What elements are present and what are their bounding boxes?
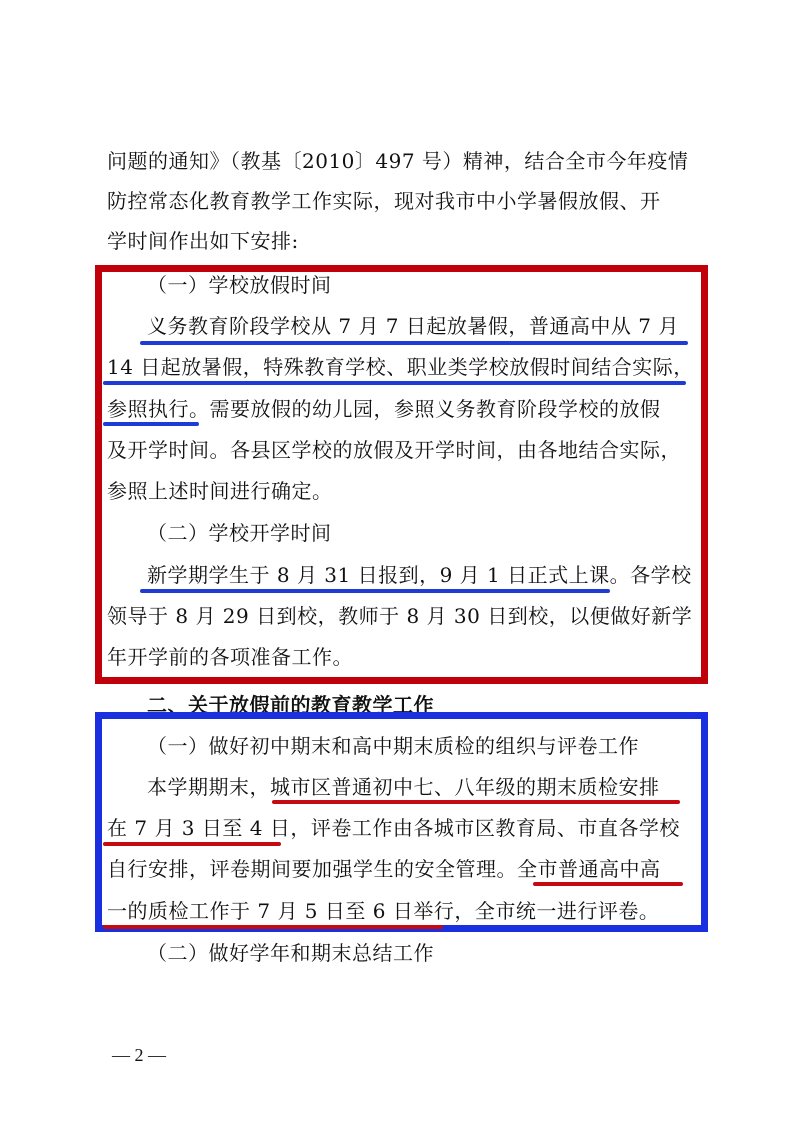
section1-sub2-title: （二）学校开学时间 — [147, 521, 332, 545]
section1-sub2-line-1: 新学期学生于 8 月 31 日报到，9 月 1 日正式上课。各学校 — [147, 563, 692, 587]
section2-sub1-line-4: 一的质检工作于 7 月 5 日至 6 日举行，全市统一进行评卷。 — [107, 899, 660, 923]
intro-line-1: 问题的通知》（教基〔2010〕497 号）精神，结合全市今年疫情 — [107, 149, 689, 173]
section1-sub2-line-2: 领导于 8 月 29 日到校，教师于 8 月 30 日到校，以便做好新学 — [107, 604, 693, 628]
red-underline-4 — [103, 925, 443, 929]
intro-line-2: 防控常态化教育教学工作实际，现对我市中小学暑假放假、开 — [107, 189, 661, 213]
blue-underline-4 — [140, 589, 610, 593]
section2-sub1-line-3: 自行安排，评卷期间要加强学生的安全管理。全市普通高中高 — [107, 857, 661, 881]
section1-sub1-line-4: 及开学时间。各县区学校的放假及开学时间，由各地结合实际， — [107, 438, 681, 462]
blue-underline-2 — [103, 381, 686, 385]
red-underline-2 — [103, 842, 281, 846]
red-underline-3 — [533, 882, 683, 886]
section1-sub1-line-3: 参照执行。需要放假的幼儿园，参照义务教育阶段学校的放假 — [107, 397, 661, 421]
section1-sub2-line-3: 年开学前的各项准备工作。 — [107, 645, 353, 669]
blue-underline-1 — [140, 341, 688, 345]
section2-heading: 二、关于放假前的教育教学工作 — [147, 693, 434, 717]
section2-sub2-title: （二）做好学年和期末总结工作 — [147, 941, 434, 965]
red-underline-1 — [272, 800, 680, 804]
section2-sub1-line-2: 在 7 月 3 日至 4 日，评卷工作由各城市区教育局、市直各学校 — [107, 816, 680, 840]
section1-sub1-title: （一）学校放假时间 — [147, 273, 332, 297]
section2-sub1-title: （一）做好初中期末和高中期末质检的组织与评卷工作 — [147, 734, 639, 758]
section1-sub1-line-5: 参照上述时间进行确定。 — [107, 479, 333, 503]
intro-line-3: 学时间作出如下安排: — [107, 229, 299, 253]
section1-sub1-line-1: 义务教育阶段学校从 7 月 7 日起放暑假，普通高中从 7 月 — [147, 314, 679, 338]
section1-sub1-line-2: 14 日起放暑假，特殊教育学校、职业类学校放假时间结合实际， — [107, 355, 694, 379]
section2-sub1-line-1: 本学期期末，城市区普通初中七、八年级的期末质检安排 — [147, 775, 660, 799]
blue-underline-3 — [103, 422, 199, 426]
page-number: — 2 — — [112, 1045, 166, 1065]
